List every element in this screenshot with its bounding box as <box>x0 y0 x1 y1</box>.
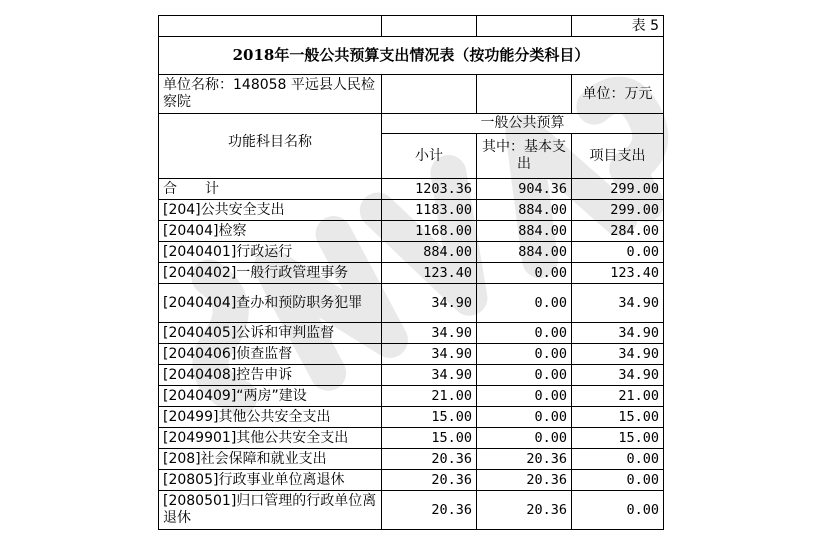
row-subtotal: 884.00 <box>382 242 477 263</box>
row-project: 21.00 <box>572 386 664 407</box>
row-subtotal: 1168.00 <box>382 221 477 242</box>
row-name: [2080501]归口管理的行政单位离退休 <box>159 491 382 530</box>
table-row <box>159 179 664 200</box>
table-number: 表 5 <box>572 16 664 37</box>
row-project: 0.00 <box>572 470 664 491</box>
col-header-name: 功能科目名称 <box>159 114 382 179</box>
row-project: 299.00 <box>572 200 664 221</box>
table-row <box>159 449 664 470</box>
row-basic: 904.36 <box>477 179 572 200</box>
budget-table <box>158 15 664 530</box>
row-project: 0.00 <box>572 449 664 470</box>
row-subtotal: 123.40 <box>382 263 477 284</box>
row-project: 34.90 <box>572 344 664 365</box>
col-header-basic: 其中：基本支出 <box>477 134 572 179</box>
row-basic: 884.00 <box>477 242 572 263</box>
blank-cell <box>477 75 572 114</box>
row-basic: 0.00 <box>477 386 572 407</box>
row-subtotal: 20.36 <box>382 470 477 491</box>
row-name: [204]公共安全支出 <box>159 200 382 221</box>
blank-cell <box>382 16 477 37</box>
row-subtotal: 15.00 <box>382 407 477 428</box>
row-basic: 0.00 <box>477 284 572 323</box>
table-title: 2018年一般公共预算支出情况表（按功能分类科目） <box>159 37 664 75</box>
row-name: [2040408]控告申诉 <box>159 365 382 386</box>
row-name: [2040406]侦查监督 <box>159 344 382 365</box>
row-subtotal: 15.00 <box>382 428 477 449</box>
row-subtotal: 1183.00 <box>382 200 477 221</box>
row-basic: 20.36 <box>477 449 572 470</box>
table-row <box>159 407 664 428</box>
row-basic: 884.00 <box>477 200 572 221</box>
row-subtotal: 34.90 <box>382 344 477 365</box>
table-row <box>159 221 664 242</box>
row-name: [2049901]其他公共安全支出 <box>159 428 382 449</box>
blank-cell <box>477 16 572 37</box>
table-row <box>159 242 664 263</box>
row-subtotal: 1203.36 <box>382 179 477 200</box>
unit-name: 单位名称：148058 平远县人民检察院 <box>159 75 382 114</box>
row-name: [2040401]行政运行 <box>159 242 382 263</box>
row-basic: 0.00 <box>477 323 572 344</box>
table-row <box>159 323 664 344</box>
row-name: [20499]其他公共安全支出 <box>159 407 382 428</box>
table-row <box>159 365 664 386</box>
row-project: 34.90 <box>572 365 664 386</box>
col-header-group: 一般公共预算 <box>382 114 664 134</box>
row-basic: 20.36 <box>477 470 572 491</box>
row-project: 34.90 <box>572 284 664 323</box>
row-subtotal: 34.90 <box>382 284 477 323</box>
table-row <box>159 470 664 491</box>
blank-cell <box>382 75 477 114</box>
row-name: [208]社会保障和就业支出 <box>159 449 382 470</box>
blank-cell <box>159 16 382 37</box>
row-name: 合 计 <box>159 179 382 200</box>
row-project: 123.40 <box>572 263 664 284</box>
row-basic: 0.00 <box>477 263 572 284</box>
row-project: 284.00 <box>572 221 664 242</box>
row-project: 34.90 <box>572 323 664 344</box>
row-project: 0.00 <box>572 491 664 530</box>
row-project: 0.00 <box>572 242 664 263</box>
row-subtotal: 21.00 <box>382 386 477 407</box>
table-row <box>159 263 664 284</box>
unit-label: 单位：万元 <box>572 75 664 114</box>
row-subtotal: 20.36 <box>382 449 477 470</box>
table-row <box>159 428 664 449</box>
table-row <box>159 386 664 407</box>
table-row <box>159 491 664 530</box>
row-name: [2040404]查办和预防职务犯罪 <box>159 284 382 323</box>
row-basic: 0.00 <box>477 344 572 365</box>
col-header-subtotal: 小计 <box>382 134 477 179</box>
row-basic: 0.00 <box>477 365 572 386</box>
table-row <box>159 200 664 221</box>
table-row <box>159 284 664 323</box>
row-name: [2040402]一般行政管理事务 <box>159 263 382 284</box>
row-name: [20805]行政事业单位离退休 <box>159 470 382 491</box>
row-project: 15.00 <box>572 407 664 428</box>
row-basic: 884.00 <box>477 221 572 242</box>
row-basic: 0.00 <box>477 428 572 449</box>
row-name: [2040405]公诉和审判监督 <box>159 323 382 344</box>
row-name: [2040409]“两房”建设 <box>159 386 382 407</box>
row-project: 15.00 <box>572 428 664 449</box>
row-subtotal: 34.90 <box>382 323 477 344</box>
col-header-project: 项目支出 <box>572 134 664 179</box>
row-basic: 20.36 <box>477 491 572 530</box>
row-basic: 0.00 <box>477 407 572 428</box>
row-project: 299.00 <box>572 179 664 200</box>
table-row <box>159 344 664 365</box>
row-subtotal: 34.90 <box>382 365 477 386</box>
row-subtotal: 20.36 <box>382 491 477 530</box>
row-name: [20404]检察 <box>159 221 382 242</box>
